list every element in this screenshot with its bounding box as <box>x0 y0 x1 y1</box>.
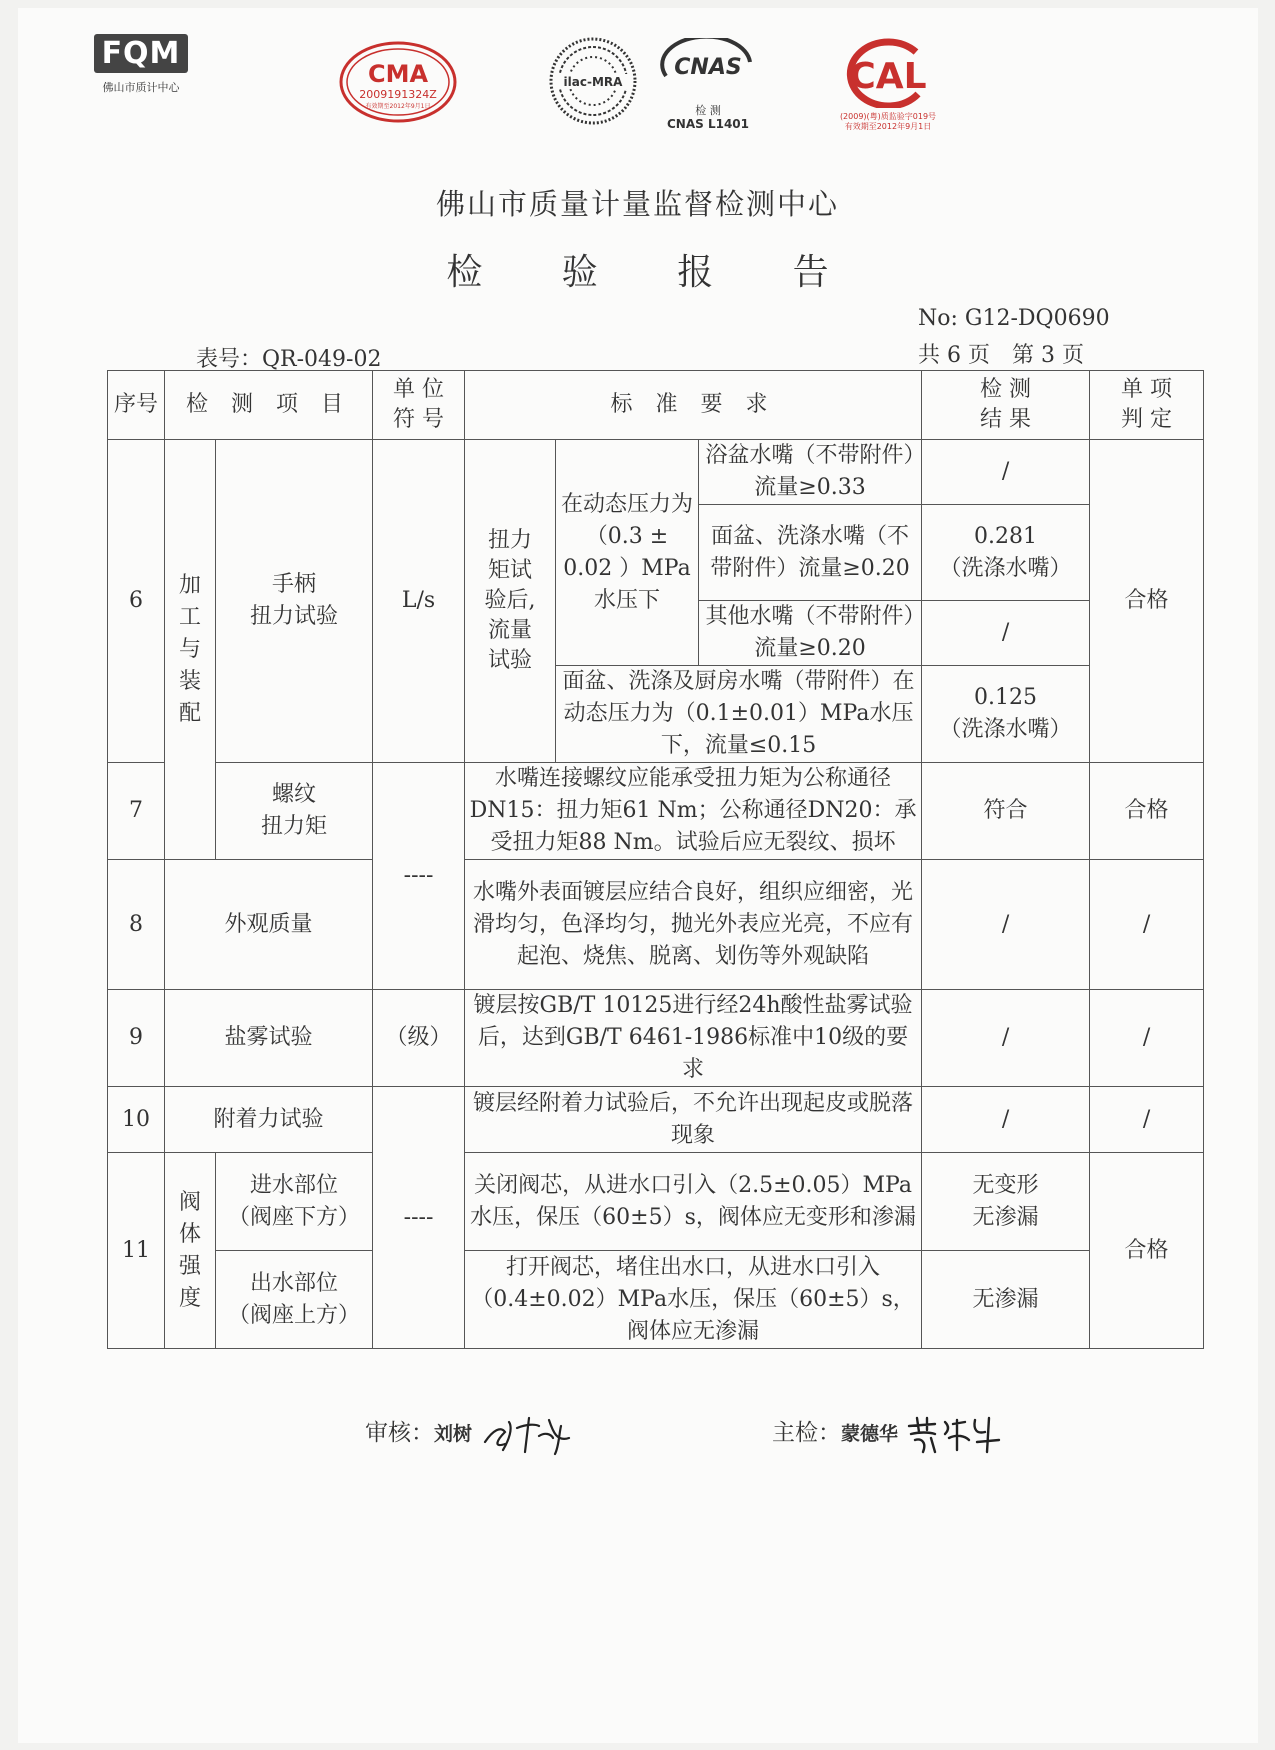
row7-requirement: 水嘴连接螺纹应能承受扭力矩为公称通径DN15：扭力矩61 Nm；公称通径DN20：承受扭力矩88 Nm。试验后应无裂纹、损坏 <box>465 763 922 860</box>
reviewer-handwritten-signature-icon <box>479 1412 584 1456</box>
row6-item: 手柄 扭力试验 <box>216 440 373 763</box>
reviewer-name: 刘树 <box>434 1423 473 1445</box>
row9-unit: （级） <box>373 990 465 1087</box>
row11-item-a: 进水部位 （阀座下方） <box>216 1153 373 1251</box>
cal-validity: 有效期至2012年9月1日 <box>844 122 932 131</box>
inspector-name: 蒙德华 <box>841 1423 899 1445</box>
cal-license: (2009)(粤)质监验字019号 <box>839 112 937 121</box>
table-row <box>108 1153 1204 1251</box>
cnas-mark-text: CNAS <box>674 55 742 80</box>
row7-seq: 7 <box>108 763 165 860</box>
row8-requirement: 水嘴外表面镀层应结合良好，组织应细密，光滑均匀，色泽均匀，抛光外表应光亮，不应有起泡、烧焦、脱离、划伤等外观缺陷 <box>465 860 922 990</box>
row7-result: 符合 <box>922 763 1090 860</box>
header-unit: 单 位 符 号 <box>373 371 465 440</box>
table-header-row <box>108 371 1204 440</box>
reviewer-label: 审核： <box>365 1420 434 1446</box>
cma-validity: 有效期至2012年9月1日 <box>365 103 431 110</box>
row9-requirement: 镀层按GB/T 10125进行经24h酸性盐雾试验后，达到GB/T 6461-1986标准中10级的要求 <box>465 990 922 1087</box>
cnas-caption: 检 测 <box>695 104 721 117</box>
form-number: 表号：QR-049-02 <box>196 347 382 372</box>
header-verdict: 单 项 判 定 <box>1090 371 1204 440</box>
row8-result: / <box>922 860 1090 990</box>
fqm-logo-mark: FQM <box>94 34 189 73</box>
cnas-mark-icon <box>660 38 756 100</box>
reviewer-signature-block <box>365 1412 584 1456</box>
row11-res-a: 无变形 无渗漏 <box>922 1153 1090 1251</box>
report-title: 检 验 报 告 <box>446 252 863 293</box>
row6-condition-a: 扭力 矩试 验后, 流量 试验 <box>465 440 556 763</box>
row11-req-b: 打开阀芯，堵住出水口，从进水口引入（0.4±0.02）MPa水压，保压（60±5）s，阀体应无渗漏 <box>465 1251 922 1349</box>
inspector-signature-block <box>772 1412 1005 1456</box>
header-result: 检 测 结 果 <box>922 371 1090 440</box>
table-row <box>108 440 1204 505</box>
header-seq: 序号 <box>108 371 165 440</box>
row8-verdict: / <box>1090 860 1204 990</box>
inspector-label: 主检： <box>772 1420 841 1446</box>
cal-mark-icon <box>838 38 938 108</box>
row9-seq: 9 <box>108 990 165 1087</box>
row7-verdict: 合格 <box>1090 763 1204 860</box>
row9-result: / <box>922 990 1090 1087</box>
row8-item: 外观质量 <box>165 860 373 990</box>
row6-req3: 其他水嘴（不带附件）流量≥0.20 <box>699 601 922 666</box>
cma-number: 2009191324Z <box>359 88 437 101</box>
row11-seq: 11 <box>108 1153 165 1349</box>
page-count: 共 6 页 第 3 页 <box>918 343 1084 368</box>
inspector-handwritten-signature-icon <box>905 1412 1005 1456</box>
ilac-mra-logo <box>548 36 638 130</box>
cma-seal-icon <box>338 40 458 124</box>
report-number: No: G12-DQ0690 <box>918 306 1110 331</box>
fqm-logo <box>86 34 196 95</box>
row7-item: 螺纹 扭力矩 <box>216 763 373 860</box>
cma-logo <box>338 40 458 128</box>
cal-logo <box>838 38 938 132</box>
row10-result: / <box>922 1087 1090 1153</box>
cnas-code: CNAS L1401 <box>666 117 749 131</box>
row6-req4: 面盆、洗涤及厨房水嘴（带附件）在动态压力为（0.1±0.01）MPa水压下，流量≤0.15 <box>556 666 922 763</box>
row10-requirement: 镀层经附着力试验后，不允许出现起皮或脱落现象 <box>465 1087 922 1153</box>
row6-res4: 0.125 （洗涤水嘴） <box>922 666 1090 763</box>
ilac-mra-text: ilac-MRA <box>563 75 623 89</box>
group-valve-strength: 阀 体 强 度 <box>165 1153 216 1349</box>
row11-req-a: 关闭阀芯，从进水口引入（2.5±0.05）MPa水压，保压（60±5）s，阀体应无变形和渗漏 <box>465 1153 922 1251</box>
table-row <box>108 990 1204 1087</box>
header-requirement: 标 准 要 求 <box>465 371 922 440</box>
row6-verdict: 合格 <box>1090 440 1204 763</box>
ilac-mra-icon <box>548 36 638 126</box>
table-row <box>108 763 1204 860</box>
inspection-table <box>107 370 1204 1349</box>
cal-mark-text: CAL <box>849 56 927 97</box>
row10-verdict: / <box>1090 1087 1204 1153</box>
table-row <box>108 860 1204 990</box>
row6-req2: 面盆、洗涤水嘴（不带附件）流量≥0.20 <box>699 505 922 601</box>
row10-seq: 10 <box>108 1087 165 1153</box>
row8-seq: 8 <box>108 860 165 990</box>
fqm-caption: 佛山市质计中心 <box>102 81 180 94</box>
cma-seal-text: CMA <box>367 60 429 88</box>
table-row <box>108 1251 1204 1349</box>
row9-verdict: / <box>1090 990 1204 1087</box>
row11-item-b: 出水部位 （阀座上方） <box>216 1251 373 1349</box>
row10-item: 附着力试验 <box>165 1087 373 1153</box>
row11-verdict: 合格 <box>1090 1153 1204 1349</box>
row6-condition-b: 在动态压力为（0.3 ± 0.02 ）MPa水压下 <box>556 440 699 666</box>
row6-unit: L/s <box>373 440 465 763</box>
row6-res2: 0.281 （洗涤水嘴） <box>922 505 1090 601</box>
row7-8-unit: ---- <box>373 763 465 990</box>
row6-seq: 6 <box>108 440 165 763</box>
row6-req1: 浴盆水嘴（不带附件）流量≥0.33 <box>699 440 922 505</box>
organization-name: 佛山市质量计量监督检测中心 <box>435 187 839 221</box>
header-item: 检 测 项 目 <box>165 371 373 440</box>
row11-res-b: 无渗漏 <box>922 1251 1090 1349</box>
table-row <box>108 1087 1204 1153</box>
row10-11-unit: ---- <box>373 1087 465 1349</box>
cnas-logo <box>660 38 756 131</box>
row9-item: 盐雾试验 <box>165 990 373 1087</box>
row6-res1: / <box>922 440 1090 505</box>
row6-res3: / <box>922 601 1090 666</box>
group-processing-assembly: 加 工 与 装 配 <box>165 440 216 860</box>
